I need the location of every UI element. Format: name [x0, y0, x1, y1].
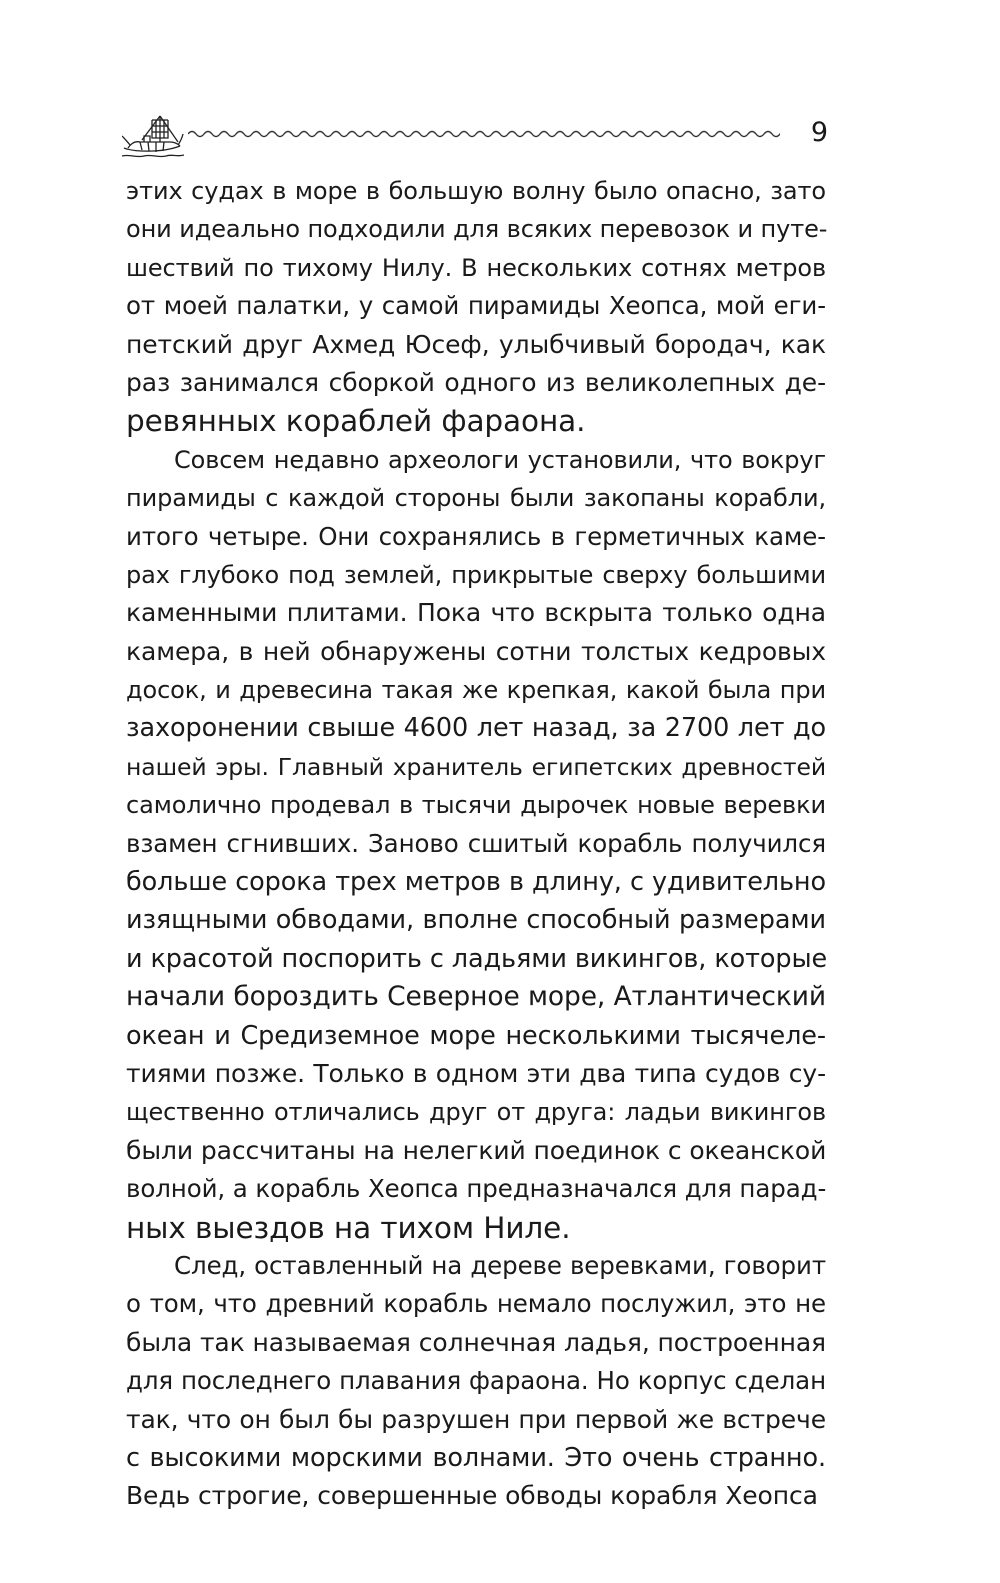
text-line: щественно отличались друг от друга: ладьи викингов: [126, 1098, 826, 1127]
text-line: были рассчитаны на нелегкий поединок с океанской: [126, 1135, 827, 1165]
text-line: от моей палатки, у самой пирамиды Хеопса, мой еги-: [126, 291, 826, 321]
wavy-line-icon: [188, 128, 780, 140]
text-line: рах глубоко под землей, прикрытые сверху большими: [126, 560, 826, 589]
text-line: для последнего плавания фараона. Но корпус сделан: [126, 1366, 826, 1396]
text-line: камера, в ней обнаружены сотни толстых кедровых: [126, 636, 826, 666]
text-line: изящными обводами, вполне способный размерами: [126, 905, 826, 936]
text-line: ревянных кораблей фараона.: [126, 404, 586, 439]
text-line: самолично продевал в тысячи дырочек новые веревки: [126, 791, 826, 820]
text-line: досок, и древесина такая же крепкая, какой была при: [126, 676, 826, 705]
text-line: волной, а корабль Хеопса предназначался для парад-: [126, 1174, 827, 1204]
text-line: След, оставленный на дереве веревками, говорит: [174, 1250, 826, 1280]
text-line: и красотой поспорить с ладьями викингов, которые: [126, 943, 828, 974]
text-line: ных выездов на тихом Ниле.: [126, 1210, 571, 1245]
text-line: больше сорока трех метров в длину, с удивительно: [126, 867, 826, 898]
text-line: была так называемая солнечная ладья, построенная: [126, 1327, 826, 1357]
paragraph: [126, 172, 826, 441]
text-line: они идеально подходили для всяких перевозок и путе-: [126, 215, 828, 244]
text-line: начали бороздить Северное море, Атлантический: [126, 981, 826, 1013]
text-line: петский друг Ахмед Юсеф, улыбчивый бородач, как: [126, 329, 826, 359]
page-number: 9: [810, 117, 828, 148]
text-line: итого четыре. Они сохранялись в герметичных каме-: [126, 521, 826, 551]
text-line: тиями позже. Только в одном эти два типа судов су-: [126, 1058, 826, 1088]
text-line: этих судах в море в большую волну было опасно, зато: [126, 177, 826, 205]
text-line: каменными плитами. Пока что вскрыта только одна: [126, 598, 826, 628]
paragraph: [126, 441, 826, 1247]
text-line: раз занимался сборкой одного из великолепных де-: [126, 367, 826, 397]
text-line: нашей эры. Главный хранитель египетских древностей: [126, 752, 826, 781]
running-header: [122, 112, 828, 162]
text-line: Ведь строгие, совершенные обводы корабля Хеопса: [126, 1481, 818, 1511]
text-line: захоронении свыше 4600 лет назад, за 2700 лет до: [126, 713, 826, 744]
paragraph: [126, 1247, 826, 1516]
text-line: взамен сгнивших. Заново сшитый корабль получился: [126, 828, 826, 858]
text-line: шествий по тихому Нилу. В нескольких сотнях метров: [126, 253, 826, 282]
text-line: Совсем недавно археологи установили, что вокруг: [174, 445, 826, 474]
sailing-ship-icon: [122, 112, 184, 162]
text-line: океан и Средиземное море несколькими тысячеле-: [126, 1020, 826, 1051]
text-line: о том, что древний корабль немало послужил, это не: [126, 1289, 826, 1319]
text-line: пирамиды с каждой стороны были закопаны корабли,: [126, 484, 826, 513]
body-text: [126, 172, 826, 1516]
text-line: с высокими морскими волнами. Это очень странно.: [126, 1442, 826, 1473]
text-line: так, что он был бы разрушен при первой же встрече: [126, 1404, 826, 1434]
